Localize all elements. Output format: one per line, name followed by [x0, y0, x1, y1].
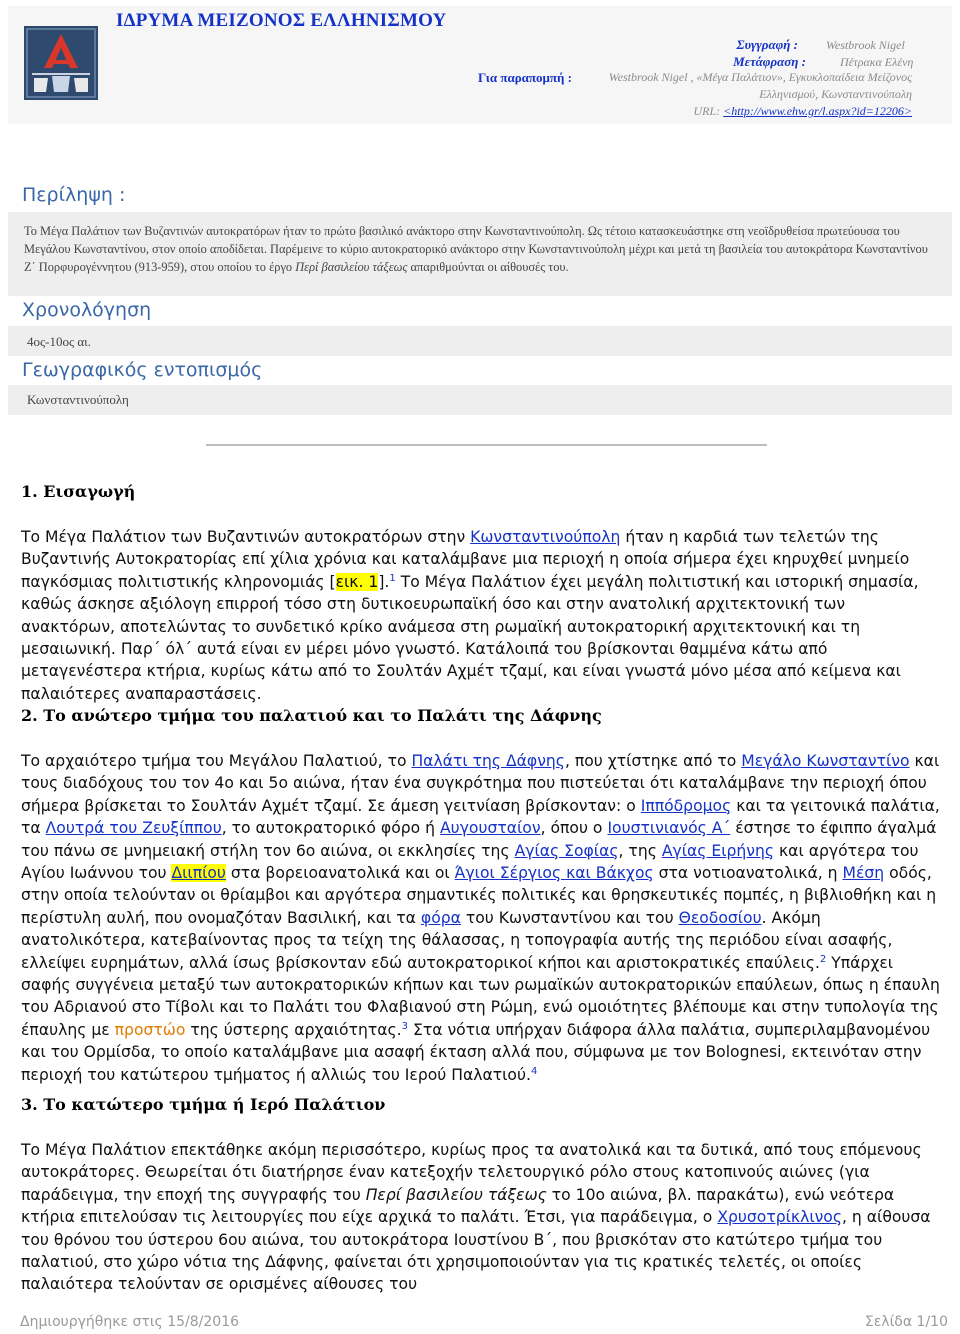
section-1-paragraph: Το Μέγα Παλάτιον των Βυζαντινών αυτοκρατόρων στην Κωνσταντινούπολη ήταν η καρδιά των τελετών της Βυζαντινής Αυτοκρατορίας επί χίλια χρόνια και καταλάμβανε μια περιοχή η οποία σήμερα έχει κηρυχθεί μνημείο παγκόσμιας πολιτιστικής κληρονομιάς [εικ. 1].$^1$ Το Μέγα Παλάτιον έχει μεγάλη πολιτιστική και ιστορική σημασία, καθώς άσκησε αξιόλογη επιρροή τόσο στη δυτικοευρωπαϊκή όσο και στην ανατολική αρχιτεκτονική των ανακτόρων, αποτελώντας το συνδετικό κρίκο ανάμεσα στη ρωμαϊκή αυτοκρατορική αρχιτεκτονική και τη μεσαιωνική. Παρ΄ όλ΄ αυτά είναι εν μέρει μόνο γνωστό. Κατάλοιπά του βρίσκονται θαμμένα κάτω από μεταγενέστερα κτήρια, κυρίως κάτω από το Σουλτάν Αχμέτ τζαμί, και είναι γνωστά μόνο μέσα από κείμενα και παλαιότερες αναπαραστάσεις.: [21, 528, 919, 703]
author-label: Συγγραφή :: [736, 37, 798, 52]
citation-url-link[interactable]: <http://www.ehw.gr/l.aspx?id=12206>: [723, 104, 912, 118]
link-palati-dafnis[interactable]: Παλάτι της Δάφνης: [411, 752, 565, 770]
term-prostoo[interactable]: προστώο: [114, 1020, 186, 1039]
location-box: [8, 385, 952, 415]
org-title: ΙΔΡΥΜΑ ΜΕΙΖΟΝΟΣ ΕΛΛΗΝΙΣΜΟΥ: [116, 10, 447, 31]
link-sergios-vakchos[interactable]: Άγιοι Σέργιος και Βάκχος: [454, 864, 654, 883]
section-2-title: 2. Το ανώτερο τμήμα του παλατιού και το Παλάτι της Δάφνης: [21, 706, 602, 725]
location-heading: Γεωγραφικός εντοπισμός: [22, 359, 263, 381]
chronology-value: 4ος-10ος αι.: [27, 334, 91, 349]
link-konstantinoupoli[interactable]: Κωνσταντινούπολη: [470, 528, 621, 546]
link-ioustinianos[interactable]: Ιουστινιανός Α΄: [607, 819, 731, 838]
url-label: URL:: [693, 104, 721, 118]
link-augustaion[interactable]: Αυγουσταίον: [440, 819, 541, 838]
link-ippodromos[interactable]: Ιππόδρομος: [640, 796, 732, 815]
figure-ref-link[interactable]: εικ. 1: [335, 572, 379, 591]
footnote-1[interactable]: 1: [389, 572, 396, 584]
author-value: Westbrook Nigel: [826, 38, 905, 52]
link-theodosiou[interactable]: Θεοδοσίου: [678, 908, 762, 927]
footnote-3[interactable]: 3: [401, 1020, 409, 1032]
section-3-paragraph: Το Μέγα Παλάτιον επεκτάθηκε ακόμη περισσότερο, κυρίως προς τα ανατολικά και τα δυτικά, από τους επόμενους αυτοκράτορες. Θεωρείται ότι διατήρησε έναν κατεξοχήν τελετουργικό ρόλο στους κατοπινούς αιώνες (για παράδειγμα, την εποχή της συγγραφής του Περί βασιλείου τάξεως το 10ο αιώνα, βλ. παρακάτω), ενώ νεότερα κτήρια επιτελούσαν τις λειτουργίες που είχε αρχικά το παλάτι. Έτσι, για παράδειγμα, ο Χρυσοτρίκλινος, η αίθουσα του θρόνου του ύστερου 6ου αιώνα, του αυτοκράτορα Ιουστίνου Β΄, που βρισκόταν στο κατώτερο τμήμα του παλατιού, στο χώρο νότια της Δάφνης, φαίνεται ότι χρησιμοποιούνταν για τις κρατικές τελετές, οι οποίες παλαιότερα τελούνταν σε ορισμένες αίθουσες του: [21, 1141, 931, 1294]
link-diipiou[interactable]: Διιπίου: [171, 864, 226, 883]
divider: [206, 444, 767, 446]
chronology-box: [8, 326, 952, 356]
link-mesi[interactable]: Μέση: [842, 864, 885, 883]
section-3-title: 3. Το κατώτερο τμήμα ή Ιερό Παλάτιον: [21, 1095, 386, 1114]
citation-label: Για παραπομπή :: [477, 70, 572, 85]
footnote-4[interactable]: 4: [530, 1065, 538, 1077]
translator-value: Πέτρακα Ελένη: [840, 55, 914, 69]
link-loutra-zeuxippou[interactable]: Λουτρά του Ζευξίππου: [45, 819, 222, 838]
footer-page-number: Σελίδα 1/10: [864, 1314, 948, 1330]
link-chrysotriklinos[interactable]: Χρυσοτρίκλινος: [717, 1208, 843, 1227]
link-megalo-konstantino[interactable]: Μεγάλο Κωνσταντίνο: [741, 752, 910, 770]
translation-label: Μετάφραση :: [733, 54, 806, 69]
summary-text: Το Μέγα Παλάτιον των Βυζαντινών αυτοκρατόρων ήταν το πρώτο βασιλικό ανάκτορο στην Κωνσταντινούπολη. Ως τέτοιο κατασκευάστηκε στη νεοϊδρυθείσα πρωτεύουσα του Μεγάλου Κωνσταντίνου, στον οποίο αποδίδεται. Παρέμεινε το κύριο αυτοκρατορικό ανάκτορο στην Κωνσταντινούπολη μέχρι και μετά τη βασιλεία του αυτοκράτορα Κωνσταντίνου Ζ΄ Πορφυρογέννητου (913-959), στου οποίου το έργο Περί βασιλείου τάξεως απαριθμούνται οι αίθουσές του.: [24, 224, 928, 274]
section-2-paragraph: Το αρχαιότερο τμήμα του Μεγάλου Παλατιού, το Παλάτι της Δάφνης, που χτίστηκε από το Μεγάλο Κωνσταντίνο και τους διαδόχους του τον 4ο και 5ο αιώνα, ήταν ένα συγκρότημα που πιστεύεται ότι καταλάμβανε την περιοχή όπου σήμερα βρίσκεται το Σουλτάν Αχμέτ τζαμί. Σε άμεση γειτνίαση βρίσκονταν: ο Ιππόδρομος και τα γειτονικά παλάτια, τα Λουτρά του Ζευξίππου, το αυτοκρατορικό φόρο ή Αυγουσταίον, όπου ο Ιουστινιανός Α΄ έστησε το έφιππο άγαλμά του πάνω σε μνημειακή στήλη τον 6ο αιώνα, οι εκκλησίες της Αγίας Σοφίας, της Αγίας Ειρήνης και αργότερα του Αγίου Ιωάννου του Διιπίου στα βορειοανατολικά και οι Άγιοι Σέργιος και Βάκχος στα νοτιοανατολικά, η Μέση οδός, στην οποία τελούνταν οι θρίαμβοι και αργότερα σημαντικές πολιτικές και θρησκευτικές πομπές, η βιβλιοθήκη και η περίστυλη αυλή, που ονομαζόταν Βασιλική, και τα φόρα του Κωνσταντίνου και του Θεοδοσίου. Ακόμη ανατολικότερα, κατεβαίνοντας προς τα τείχη της θάλασσας, η τοπογραφία αυτής της περιόδου είναι ασαφής, ελλείψει ευρημάτων, αλλά ίσως βρίσκονταν εδώ αυτοκρατορικοί κήποι και αριστοκρατικές επαύλεις.$^2$ Υπάρχει σαφής συγγένεια μεταξύ των αυτοκρατορικών κήπων και των ρωμαϊκών αυτοκρατορικών επαύλεων, όπως η έπαυλη του Αδριανού στο Τίβολι και το Παλάτι του Φλαβιανού στη Ρώμη, ενώ ομοιότητες βλέπουμε και στην τυπολογία της έπαυλης με προστώο της ύστερης αρχαιότητας.$^3$ Στα νότια υπήρχαν διάφορα άλλα παλάτια, συμπεριλαμβανομένου και του Ορμίσδα, το οποίο καταλάμβανε μια ασαφή έκταση αλλά που, σύμφωνα με τον Bolognesi, εκτεινόταν στην περιοχή του κατώτερου τμήματος ή αλλιώς του Ιερού Παλατιού.$^4$: [21, 752, 940, 1084]
link-fora[interactable]: φόρα: [420, 908, 461, 927]
link-agia-eirini[interactable]: Αγίας Ειρήνης: [661, 841, 775, 860]
fhw-logo-icon: [24, 26, 98, 100]
link-agia-sofia[interactable]: Αγίας Σοφίας: [514, 841, 619, 860]
footnote-2[interactable]: 2: [819, 953, 827, 965]
chronology-heading: Χρονολόγηση: [22, 299, 152, 321]
location-value: Κωνσταντινούπολη: [27, 392, 129, 407]
citation-text: [552, 69, 912, 120]
summary-heading: Περίληψη :: [22, 184, 126, 206]
citation-body: Westbrook Nigel , «Μέγα Παλάτιον», Εγκυκλοπαίδεια Μείζονος Ελληνισμού, Κωνσταντινούπολη: [608, 70, 912, 101]
footer-created: Δημιουργήθηκε στις 15/8/2016: [20, 1314, 240, 1330]
section-1-title: 1. Εισαγωγή: [21, 482, 136, 501]
